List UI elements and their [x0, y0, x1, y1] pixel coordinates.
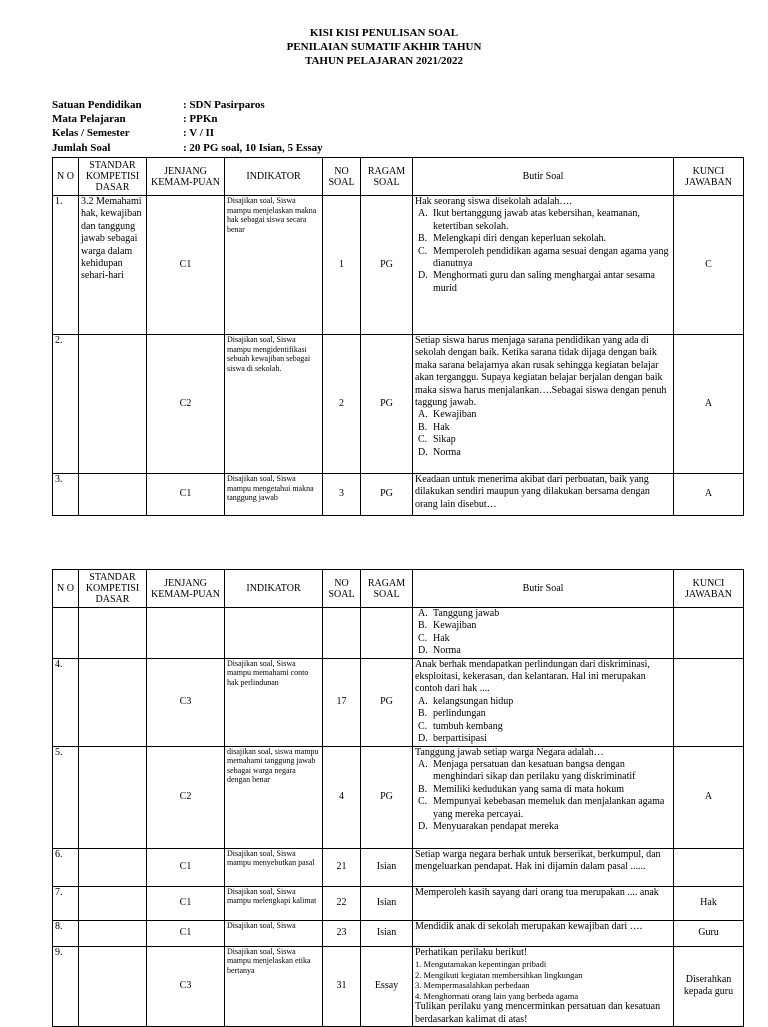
statement-item: 2. Mengikuti kegiatan membersihkan lingkungan	[415, 969, 583, 980]
cell-butir-soal	[413, 196, 674, 335]
table-row	[53, 746, 744, 848]
cell-jenjang: C1	[147, 474, 225, 516]
cell-butir-soal	[413, 335, 674, 474]
meta-value: : V / II	[183, 127, 215, 140]
question-stem: Memperoleh kasih sayang dari orang tua merupakan .... anak	[415, 886, 659, 898]
cell-kunci-jawaban: A	[674, 746, 744, 848]
header-sk: STANDAR KOMPETISI DASAR	[79, 570, 147, 608]
option-letter: D.	[418, 821, 428, 833]
header-kunci: KUNCI JAWABAN	[674, 570, 744, 608]
cell-ragam-soal	[361, 608, 413, 659]
cell-kunci-jawaban: C	[674, 196, 744, 335]
answer-option	[418, 783, 671, 796]
option-letter: A.	[418, 409, 428, 421]
table-row	[53, 335, 744, 474]
answer-option	[418, 733, 671, 745]
option-text: Menjaga persatuan dan kesatuan bangsa dengan menghindari sikap dan perilaku yang diskriminatif	[433, 759, 636, 783]
option-letter: B.	[418, 233, 428, 245]
cell-butir-soal	[413, 746, 674, 848]
cell-butir-soal	[413, 848, 674, 886]
cell-ragam-soal: PG	[361, 746, 413, 848]
option-text: Memiliki kedudukan yang sama di mata hokum	[433, 783, 625, 795]
cell-jenjang	[147, 608, 225, 659]
cell-kunci-jawaban: Diserahkan kepada guru	[674, 946, 744, 1027]
option-text: Menyuarakan pendapat mereka	[433, 821, 559, 833]
option-letter: C.	[418, 632, 428, 644]
option-letter: B.	[418, 421, 428, 433]
cell-jenjang: C1	[147, 848, 225, 886]
cell-no: 8.	[53, 920, 79, 946]
cell-indikator: Disajikan soal, Siswa mampu mengidentifikasi sebuah kewajiban sebagai siswa di sekolah.	[225, 335, 323, 474]
cell-standar-kompetensi	[79, 848, 147, 886]
header-no-soal: NO SOAL	[323, 570, 361, 608]
statement-item: 3. Mempermasalahkan perbedaan	[415, 980, 530, 991]
option-text: Norma	[433, 645, 461, 657]
option-text: Hak	[433, 632, 450, 644]
cell-standar-kompetensi	[79, 886, 147, 920]
cell-no: 4.	[53, 658, 79, 746]
answer-option	[418, 233, 671, 245]
answer-options	[415, 608, 671, 658]
meta-value: : PPKn	[183, 113, 218, 126]
cell-standar-kompetensi	[79, 946, 147, 1027]
cell-no: 3.	[53, 474, 79, 516]
answer-options	[415, 759, 671, 833]
option-text: Mempunyai kebebasan memeluk dan menjalankan agama yang mereka percayai.	[433, 796, 665, 820]
cell-indikator: Disajikan soal, Siswa mampu memahami conto hak perlindunan	[225, 658, 323, 746]
cell-no	[53, 608, 79, 659]
option-letter: C.	[418, 720, 428, 732]
cell-butir-soal	[413, 886, 674, 920]
cell-ragam-soal: PG	[361, 474, 413, 516]
meta-label: Kelas / Semester	[52, 127, 130, 140]
option-letter: D.	[418, 645, 428, 657]
table-row	[53, 848, 744, 886]
answer-option	[418, 446, 671, 459]
cell-no: 2.	[53, 335, 79, 474]
header-no-soal: NO SOAL	[323, 158, 361, 196]
doc-title-line-3: TAHUN PELAJARAN 2021/2022	[304, 55, 464, 67]
header-no: N O	[53, 570, 79, 608]
doc-title-line-2: PENILAIAN SUMATIF AKHIR TAHUN	[286, 41, 482, 53]
cell-ragam-soal: PG	[361, 196, 413, 335]
cell-kunci-jawaban: Guru	[674, 920, 744, 946]
cell-indikator: Disajikan soal, Siswa mampu menjelaskan etika bertanya	[225, 946, 323, 1027]
option-text: Kewajiban	[433, 409, 477, 421]
table-row	[53, 886, 744, 920]
header-ragam: RAGAM SOAL	[361, 570, 413, 608]
cell-no-soal	[323, 608, 361, 659]
cell-indikator: Disajikan soal, Siswa mampu melengkapi kalimat	[225, 886, 323, 920]
statement-item: 1. Mengutamakan kepentingan pribadi	[415, 959, 547, 970]
cell-no-soal: 1	[323, 196, 361, 335]
cell-standar-kompetensi	[79, 658, 147, 746]
header-no: N O	[53, 158, 79, 196]
cell-ragam-soal: Isian	[361, 886, 413, 920]
cell-butir-soal	[413, 658, 674, 746]
meta-info	[52, 98, 323, 155]
cell-standar-kompetensi	[79, 608, 147, 659]
cell-standar-kompetensi	[79, 474, 147, 516]
answer-option	[418, 759, 671, 784]
answer-option	[418, 695, 671, 708]
cell-ragam-soal: Isian	[361, 920, 413, 946]
meta-row	[52, 98, 323, 112]
cell-standar-kompetensi	[79, 335, 147, 474]
option-letter: A.	[418, 608, 428, 619]
option-text: Melengkapi diri dengan keperluan sekolah.	[433, 233, 606, 245]
cell-no: 1.	[53, 196, 79, 335]
meta-row	[52, 112, 323, 126]
header-indikator: INDIKATOR	[225, 158, 323, 196]
question-stem: Setiap siswa harus menjaga sarana pendidikan yang ada di sekolah dengan baik. Ketika sarana tidak dijaga dengan baik maka sarana belajarnya akan rusak sehingga kegiatan belajar akan terganggu. Supaya kegiatan belajar berjalan dengan baik maka siswa harus menjalankan….Sebagai siswa dengan penuh taggung jawab.	[415, 335, 667, 409]
cell-no-soal: 2	[323, 335, 361, 474]
meta-row	[52, 126, 323, 140]
option-text: Norma	[433, 446, 461, 458]
cell-standar-kompetensi	[79, 920, 147, 946]
cell-standar-kompetensi: 3.2 Memahami hak, kewajiban dan tanggung jawab sebagai warga dalam kehidupan sehari-hari	[79, 196, 147, 335]
cell-butir-soal	[413, 946, 674, 1027]
table-header-row	[53, 158, 744, 196]
answer-option	[418, 208, 671, 233]
question-stem: Hak seorang siswa disekolah adalah….	[415, 196, 572, 207]
question-instruction: Tulikan perilaku yang mencerminkan persatuan dan kesatuan berdasarkan kalimat di atas!	[415, 1001, 661, 1025]
answer-option	[418, 620, 671, 632]
option-letter: D.	[418, 733, 428, 745]
cell-no: 5.	[53, 746, 79, 848]
answer-options	[415, 696, 671, 746]
answer-option	[418, 245, 671, 271]
option-text: Menghormati guru dan saling menghargai antar sesama murid	[433, 270, 655, 294]
option-letter: A.	[418, 759, 428, 771]
meta-label: Satuan Pendidikan	[52, 99, 142, 111]
cell-kunci-jawaban	[674, 658, 744, 746]
answer-option	[418, 645, 671, 657]
header-ragam: RAGAM SOAL	[361, 158, 413, 196]
meta-row	[52, 141, 323, 155]
answer-option	[418, 421, 671, 434]
cell-kunci-jawaban: A	[674, 335, 744, 474]
option-text: Sikap	[433, 434, 456, 446]
header-kunci: KUNCI JAWABAN	[674, 158, 744, 196]
table-row	[53, 608, 744, 659]
option-text: tumbuh kembang	[433, 720, 503, 732]
option-text: perlindungan	[433, 708, 486, 720]
option-text: Kewajiban	[433, 620, 477, 632]
answer-option	[418, 632, 671, 645]
cell-no-soal: 21	[323, 848, 361, 886]
cell-no: 9.	[53, 946, 79, 1027]
cell-kunci-jawaban	[674, 608, 744, 659]
answer-option	[418, 434, 671, 446]
option-text: Hak	[433, 421, 450, 433]
cell-jenjang: C1	[147, 196, 225, 335]
option-text: Tanggung jawab	[433, 608, 500, 619]
cell-butir-soal	[413, 920, 674, 946]
grid-table-2	[52, 569, 744, 1027]
option-text: Ikut bertanggung jawab atas kebersihan, keamanan, ketertiban sekolah.	[433, 208, 640, 232]
option-letter: B.	[418, 708, 428, 720]
answer-options	[415, 409, 671, 459]
answer-option	[418, 708, 671, 720]
question-stem: Tanggung jawab setiap warga Negara adalah…	[415, 746, 604, 758]
cell-kunci-jawaban: A	[674, 474, 744, 516]
answer-option	[418, 796, 671, 821]
option-text: kelangsungan hidup	[433, 695, 514, 707]
cell-jenjang: C2	[147, 335, 225, 474]
option-letter: D.	[418, 446, 428, 458]
cell-no-soal: 4	[323, 746, 361, 848]
meta-value: : 20 PG soal, 10 Isian, 5 Essay	[183, 141, 323, 154]
cell-no: 7.	[53, 886, 79, 920]
answer-option	[418, 270, 671, 295]
option-letter: D.	[418, 270, 428, 282]
cell-no-soal: 31	[323, 946, 361, 1027]
cell-ragam-soal: PG	[361, 335, 413, 474]
cell-jenjang: C1	[147, 920, 225, 946]
header-butir: Butir Soal	[413, 158, 674, 196]
table-row	[53, 946, 744, 1027]
option-letter: B.	[418, 620, 428, 632]
option-letter: C.	[418, 434, 428, 446]
answer-option	[418, 720, 671, 733]
cell-no-soal: 3	[323, 474, 361, 516]
question-stem: Keadaan untuk menerima akibat dari perbuatan, baik yang dilakukan sendiri maupun yang dilakukan bersama dengan orang lain disebut…	[415, 474, 650, 510]
header-sk: STANDAR KOMPETISI DASAR	[79, 158, 147, 196]
question-stem: Anak berhak mendapatkan perlindungan dari diskriminasi, eksploitasi, kekerasan, dan kelantaran. Hal ini merupakan contoh dari hak ....	[415, 658, 650, 695]
option-letter: C.	[418, 245, 428, 257]
header-indikator: INDIKATOR	[225, 570, 323, 608]
answer-option	[418, 821, 671, 833]
meta-value: : SDN Pasirparos	[183, 99, 265, 111]
cell-kunci-jawaban	[674, 848, 744, 886]
cell-no: 6.	[53, 848, 79, 886]
question-stem: Setiap warga negara berhak untuk berserikat, berkumpul, dan mengeluarkan pendapat. Hak ini dijamin dalam pasal ......	[415, 848, 661, 873]
doc-title-line-1: KISI KISI PENULISAN SOAL	[309, 27, 459, 39]
cell-indikator: Disajikan soal, Siswa mampu mengetahui makna tanggung jawab	[225, 474, 323, 516]
grid-table-1	[52, 157, 744, 516]
answer-option	[418, 409, 671, 421]
option-letter: A.	[418, 695, 428, 707]
cell-kunci-jawaban: Hak	[674, 886, 744, 920]
option-letter: B.	[418, 783, 428, 795]
question-stem: Perhatikan perilaku berikut!	[415, 946, 528, 958]
header-butir: Butir Soal	[413, 570, 674, 608]
cell-standar-kompetensi	[79, 746, 147, 848]
cell-no-soal: 23	[323, 920, 361, 946]
question-statements	[415, 959, 671, 1001]
cell-jenjang: C3	[147, 946, 225, 1027]
cell-butir-soal	[413, 474, 674, 516]
table-row	[53, 474, 744, 516]
cell-ragam-soal: Isian	[361, 848, 413, 886]
table-row	[53, 920, 744, 946]
cell-no-soal: 17	[323, 658, 361, 746]
cell-indikator: Disajikan soal, Siswa	[225, 920, 323, 946]
table-row	[53, 196, 744, 335]
cell-no-soal: 22	[323, 886, 361, 920]
cell-ragam-soal: Essay	[361, 946, 413, 1027]
cell-butir-soal	[413, 608, 674, 659]
cell-indikator: Disajikan soal, Siswa mampu menyebutkan pasal	[225, 848, 323, 886]
option-letter: C.	[418, 796, 428, 808]
cell-indikator	[225, 608, 323, 659]
answer-option	[418, 608, 671, 620]
option-letter: A.	[418, 208, 428, 220]
cell-ragam-soal: PG	[361, 658, 413, 746]
header-jenjang: JENJANG KEMAM-PUAN	[147, 570, 225, 608]
question-stem: Mendidik anak di sekolah merupakan kewajiban dari ….	[415, 920, 643, 932]
meta-label: Jumlah Soal	[52, 141, 111, 154]
cell-jenjang: C1	[147, 886, 225, 920]
cell-indikator: Disajikan soal, Siswa mampu menjelaskan makna hak sebagai siswa secara benar	[225, 196, 323, 335]
option-text: berpartisipasi	[433, 733, 487, 745]
table-row	[53, 658, 744, 746]
header-jenjang: JENJANG KEMAM-PUAN	[147, 158, 225, 196]
answer-options	[415, 208, 671, 295]
cell-jenjang: C2	[147, 746, 225, 848]
cell-jenjang: C3	[147, 658, 225, 746]
statement-item: 4. Menghormati orang lain yang berbeda agama	[415, 990, 579, 1001]
meta-label: Mata Pelajaran	[52, 113, 126, 126]
table-header-row	[53, 570, 744, 608]
option-text: Memperoleh pendidikan agama sesuai dengan agama yang dianutnya	[433, 245, 669, 270]
cell-indikator: disajikan soal, siswa mampu memahami tanggung jawab sebagai warga negara dengan benar	[225, 746, 323, 848]
